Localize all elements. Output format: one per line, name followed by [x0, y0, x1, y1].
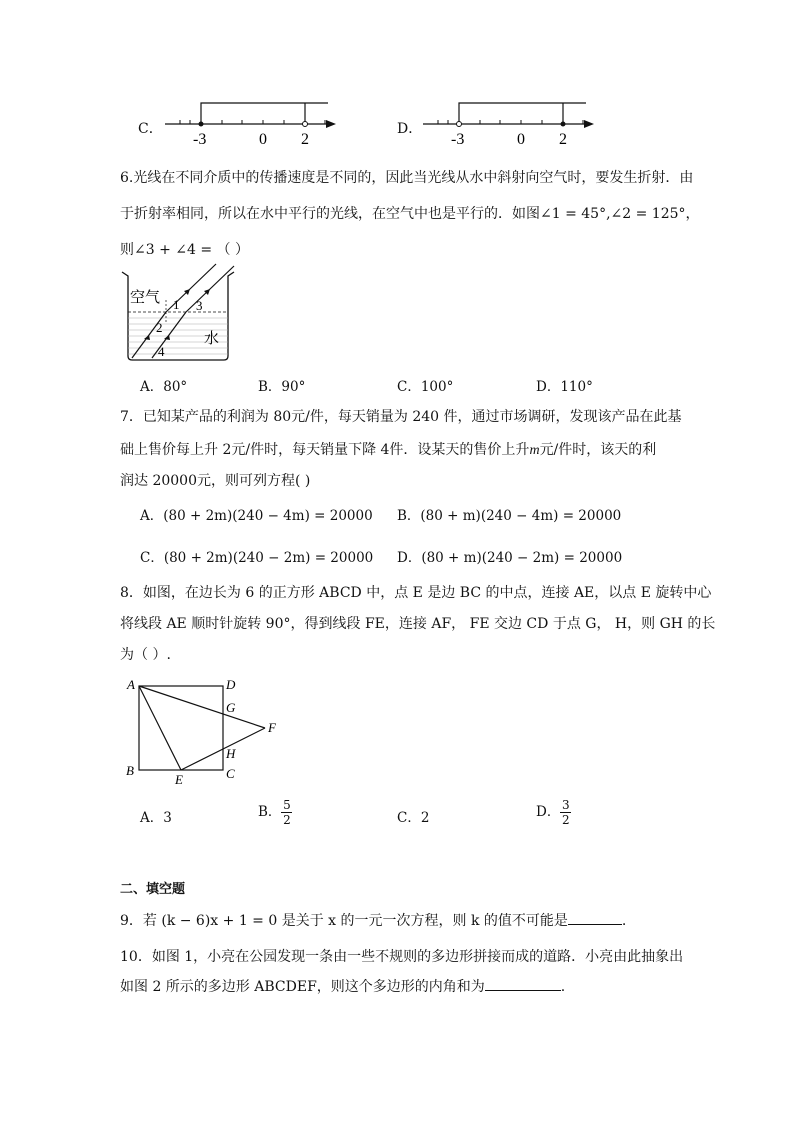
q6-option-a: A．80° — [140, 379, 188, 395]
q6-option-b: B．90° — [258, 379, 306, 395]
q8-option-b-fraction: $\frac{5}{2}$ — [283, 798, 291, 827]
q8-point-d: D — [226, 677, 236, 692]
q8-point-h: H — [226, 746, 236, 761]
q9-answer-blank[interactable] — [568, 924, 622, 925]
q8-point-b: B — [126, 763, 134, 778]
q9-text: 9．若 (k − 6)x + 1 = 0 是关于 x 的一元一次方程，则 k 的值不可能是 — [120, 913, 568, 929]
q8-option-b: B． $\frac{5}{2}$ — [258, 798, 291, 827]
q10-line1: 10．如图 1，小亮在公园发现一条由一些不规则的多边形拼接而成的道路．小亮由此抽象出 — [120, 949, 684, 965]
q8-point-f: F — [268, 720, 276, 735]
q6-fig-air-label: 空气 — [130, 290, 161, 306]
q8-square-figure — [122, 672, 290, 790]
q7-option-b: B．(80 + m)(240 − 4m) = 20000 — [397, 508, 622, 524]
q5-option-d-number-line — [418, 96, 598, 148]
q8-line1: 8．如图，在边长为 6 的正方形 ABCD 中，点 E 是边 BC 的中点，连接 AE，以点 E 旋转中心 — [120, 585, 712, 601]
q8-option-d: D． $\frac{3}{2}$ — [536, 798, 570, 827]
q10-text: 如图 2 所示的多边形 ABCDEF，则这个多边形的内角和为 — [120, 979, 485, 995]
q5d-tick-neg3: -3 — [451, 131, 465, 148]
q8-point-e: E — [175, 772, 183, 787]
q8-option-a: A．3 — [140, 810, 172, 826]
q8-point-g: G — [226, 700, 236, 715]
q8-line2: 将线段 AE 顺时针旋转 90°，得到线段 FE，连接 AF， FE 交边 CD 于点 G， H，则 GH 的长 — [120, 616, 716, 632]
q6-fig-angle-3: 3 — [196, 298, 203, 313]
q5d-tick-0: 0 — [517, 131, 525, 148]
q7-line2 — [120, 439, 656, 459]
q5c-tick-neg3: -3 — [193, 131, 207, 148]
q6-fig-angle-4: 4 — [158, 344, 165, 359]
q8-point-c: C — [226, 766, 235, 781]
q7-option-a: A．(80 + 2m)(240 − 4m) = 20000 — [140, 508, 373, 524]
q10-line2: 如图 2 所示的多边形 ABCDEF，则这个多边形的内角和为 . — [120, 979, 566, 995]
q6-option-c: C．100° — [397, 379, 454, 395]
q6-fig-water-label: 水 — [204, 331, 220, 347]
section-title-fill-in: 二、填空题 — [120, 882, 186, 897]
q6-fig-angle-2: 2 — [156, 320, 163, 335]
q6-fig-angle-1: 1 — [173, 297, 180, 312]
q6-refraction-figure — [118, 262, 240, 368]
q7-line2-part2: 元/件时，该天的利 — [539, 442, 657, 458]
q5-option-c-label: C． — [138, 121, 163, 137]
q6-line3: 则∠3 + ∠4 = （ ） — [120, 242, 249, 258]
q7-line3: 润达 20000元，则可列方程( ) — [120, 473, 311, 489]
q6-line1: 6.光线在不同介质中的传播速度是不同的，因此当光线从水中斜射向空气时，要发生折射．由 — [120, 170, 694, 186]
q5d-tick-2: 2 — [559, 131, 567, 148]
q5c-tick-2: 2 — [301, 131, 309, 148]
q7-option-d: D．(80 + m)(240 − 2m) = 20000 — [397, 550, 623, 566]
q7-option-c: C．(80 + 2m)(240 − 2m) = 20000 — [140, 550, 374, 566]
q8-option-d-fraction: $\frac{3}{2}$ — [562, 798, 570, 827]
q8-point-a: A — [127, 677, 135, 692]
q7-line2-part1: 础上售价每上升 2元/件时，每天销量下降 4件．设某天的售价上升 — [120, 442, 530, 458]
q6-line2: 于折射率相同，所以在水中平行的光线，在空气中也是平行的．如图∠1 = 45°,∠2 = 125°， — [120, 206, 700, 222]
q5-option-c-number-line — [160, 96, 340, 148]
q8-line3: 为（ ）. — [120, 647, 171, 663]
q8-option-c: C．2 — [397, 810, 430, 826]
q9-line: 9．若 (k − 6)x + 1 = 0 是关于 x 的一元一次方程，则 k 的值不可能是 . — [120, 913, 627, 929]
q10-answer-blank[interactable] — [485, 990, 561, 991]
q6-option-d: D．110° — [536, 379, 593, 395]
q5c-tick-0: 0 — [259, 131, 267, 148]
q5-option-d-label: D． — [397, 121, 423, 137]
q7-var-m: m — [529, 443, 540, 458]
q7-line1: 7．已知某产品的利润为 80元/件，每天销量为 240 件，通过市场调研，发现该产品在此基 — [120, 409, 682, 425]
